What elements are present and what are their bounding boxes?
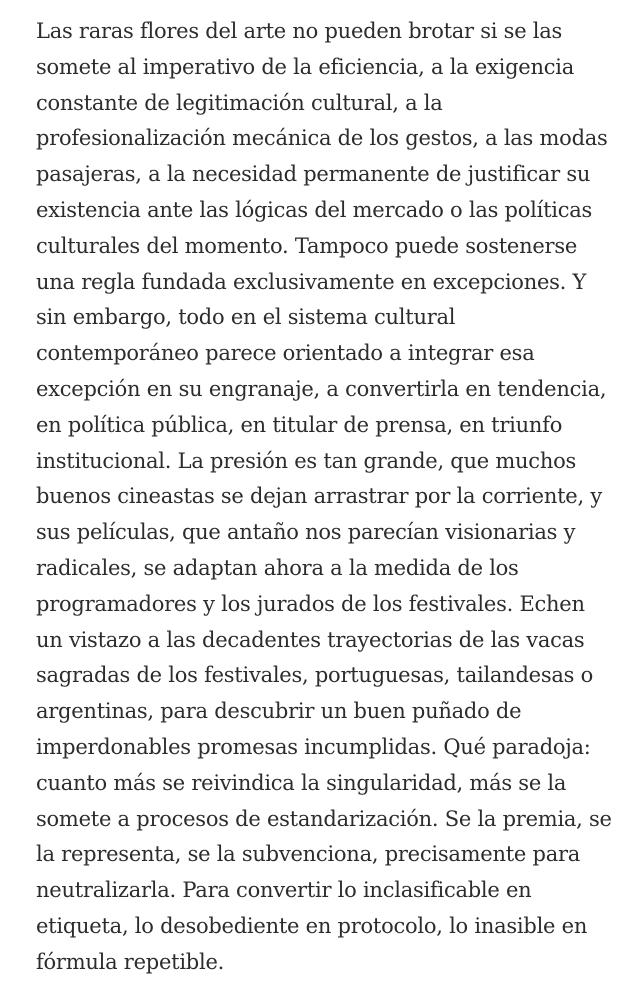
paragraph-line: excepción en su engranaje, a convertirla en tendencia,: [36, 376, 607, 401]
paragraph-line: etiqueta, lo desobediente en protocolo, lo inasible en: [36, 913, 588, 938]
paragraph-line: la representa, se la subvenciona, precisamente para: [36, 842, 581, 867]
paragraph-line: somete a procesos de estandarización. Se la premia, se: [36, 806, 612, 831]
paragraph-line: institucional. La presión es tan grande, que muchos: [36, 448, 577, 473]
paragraph-line: un vistazo a las decadentes trayectorias de las vacas: [36, 627, 585, 652]
paragraph-line: sin embargo, todo en el sistema cultural: [36, 305, 456, 330]
paragraph-line: una regla fundada exclusivamente en excepciones. Y: [36, 269, 587, 294]
paragraph-line: sus películas, que antaño nos parecían visionarias y: [36, 520, 576, 545]
paragraph-line: pasajeras, a la necesidad permanente de justificar su: [36, 162, 591, 187]
paragraph-line: cuanto más se reivindica la singularidad, más se la: [36, 770, 567, 795]
paragraph-line: programadores y los jurados de los festivales. Echen: [36, 591, 585, 616]
paragraph-line: imperdonables promesas incumplidas. Qué paradoja:: [36, 734, 591, 759]
paragraph-line: buenos cineastas se dejan arrastrar por la corriente, y: [36, 484, 602, 509]
paragraph-line: neutralizarla. Para convertir lo inclasificable en: [36, 878, 532, 903]
paragraph-line: contemporáneo parece orientado a integrar esa: [36, 341, 535, 366]
paragraph-line: profesionalización mecánica de los gestos, a las modas: [36, 126, 608, 151]
paragraph-line: sagradas de los festivales, portuguesas, tailandesas o: [36, 663, 593, 688]
paragraph-line: fórmula repetible.: [36, 949, 225, 974]
paragraph-line: Las raras flores del arte no pueden brotar si se las: [36, 19, 563, 43]
paragraph-line: somete al imperativo de la eficiencia, a la exigencia: [36, 54, 574, 79]
paragraph-line: radicales, se adaptan ahora a la medida de los: [36, 555, 519, 580]
body-paragraph: [36, 14, 616, 981]
paragraph-line: en política pública, en titular de prensa, en triunfo: [36, 412, 563, 437]
paragraph-line: existencia ante las lógicas del mercado o las políticas: [36, 197, 593, 222]
paragraph-line: culturales del momento. Tampoco puede sostenerse: [36, 233, 578, 258]
paragraph-line: argentinas, para descubrir un buen puñado de: [36, 699, 522, 724]
paragraph-line: constante de legitimación cultural, a la: [36, 90, 443, 115]
